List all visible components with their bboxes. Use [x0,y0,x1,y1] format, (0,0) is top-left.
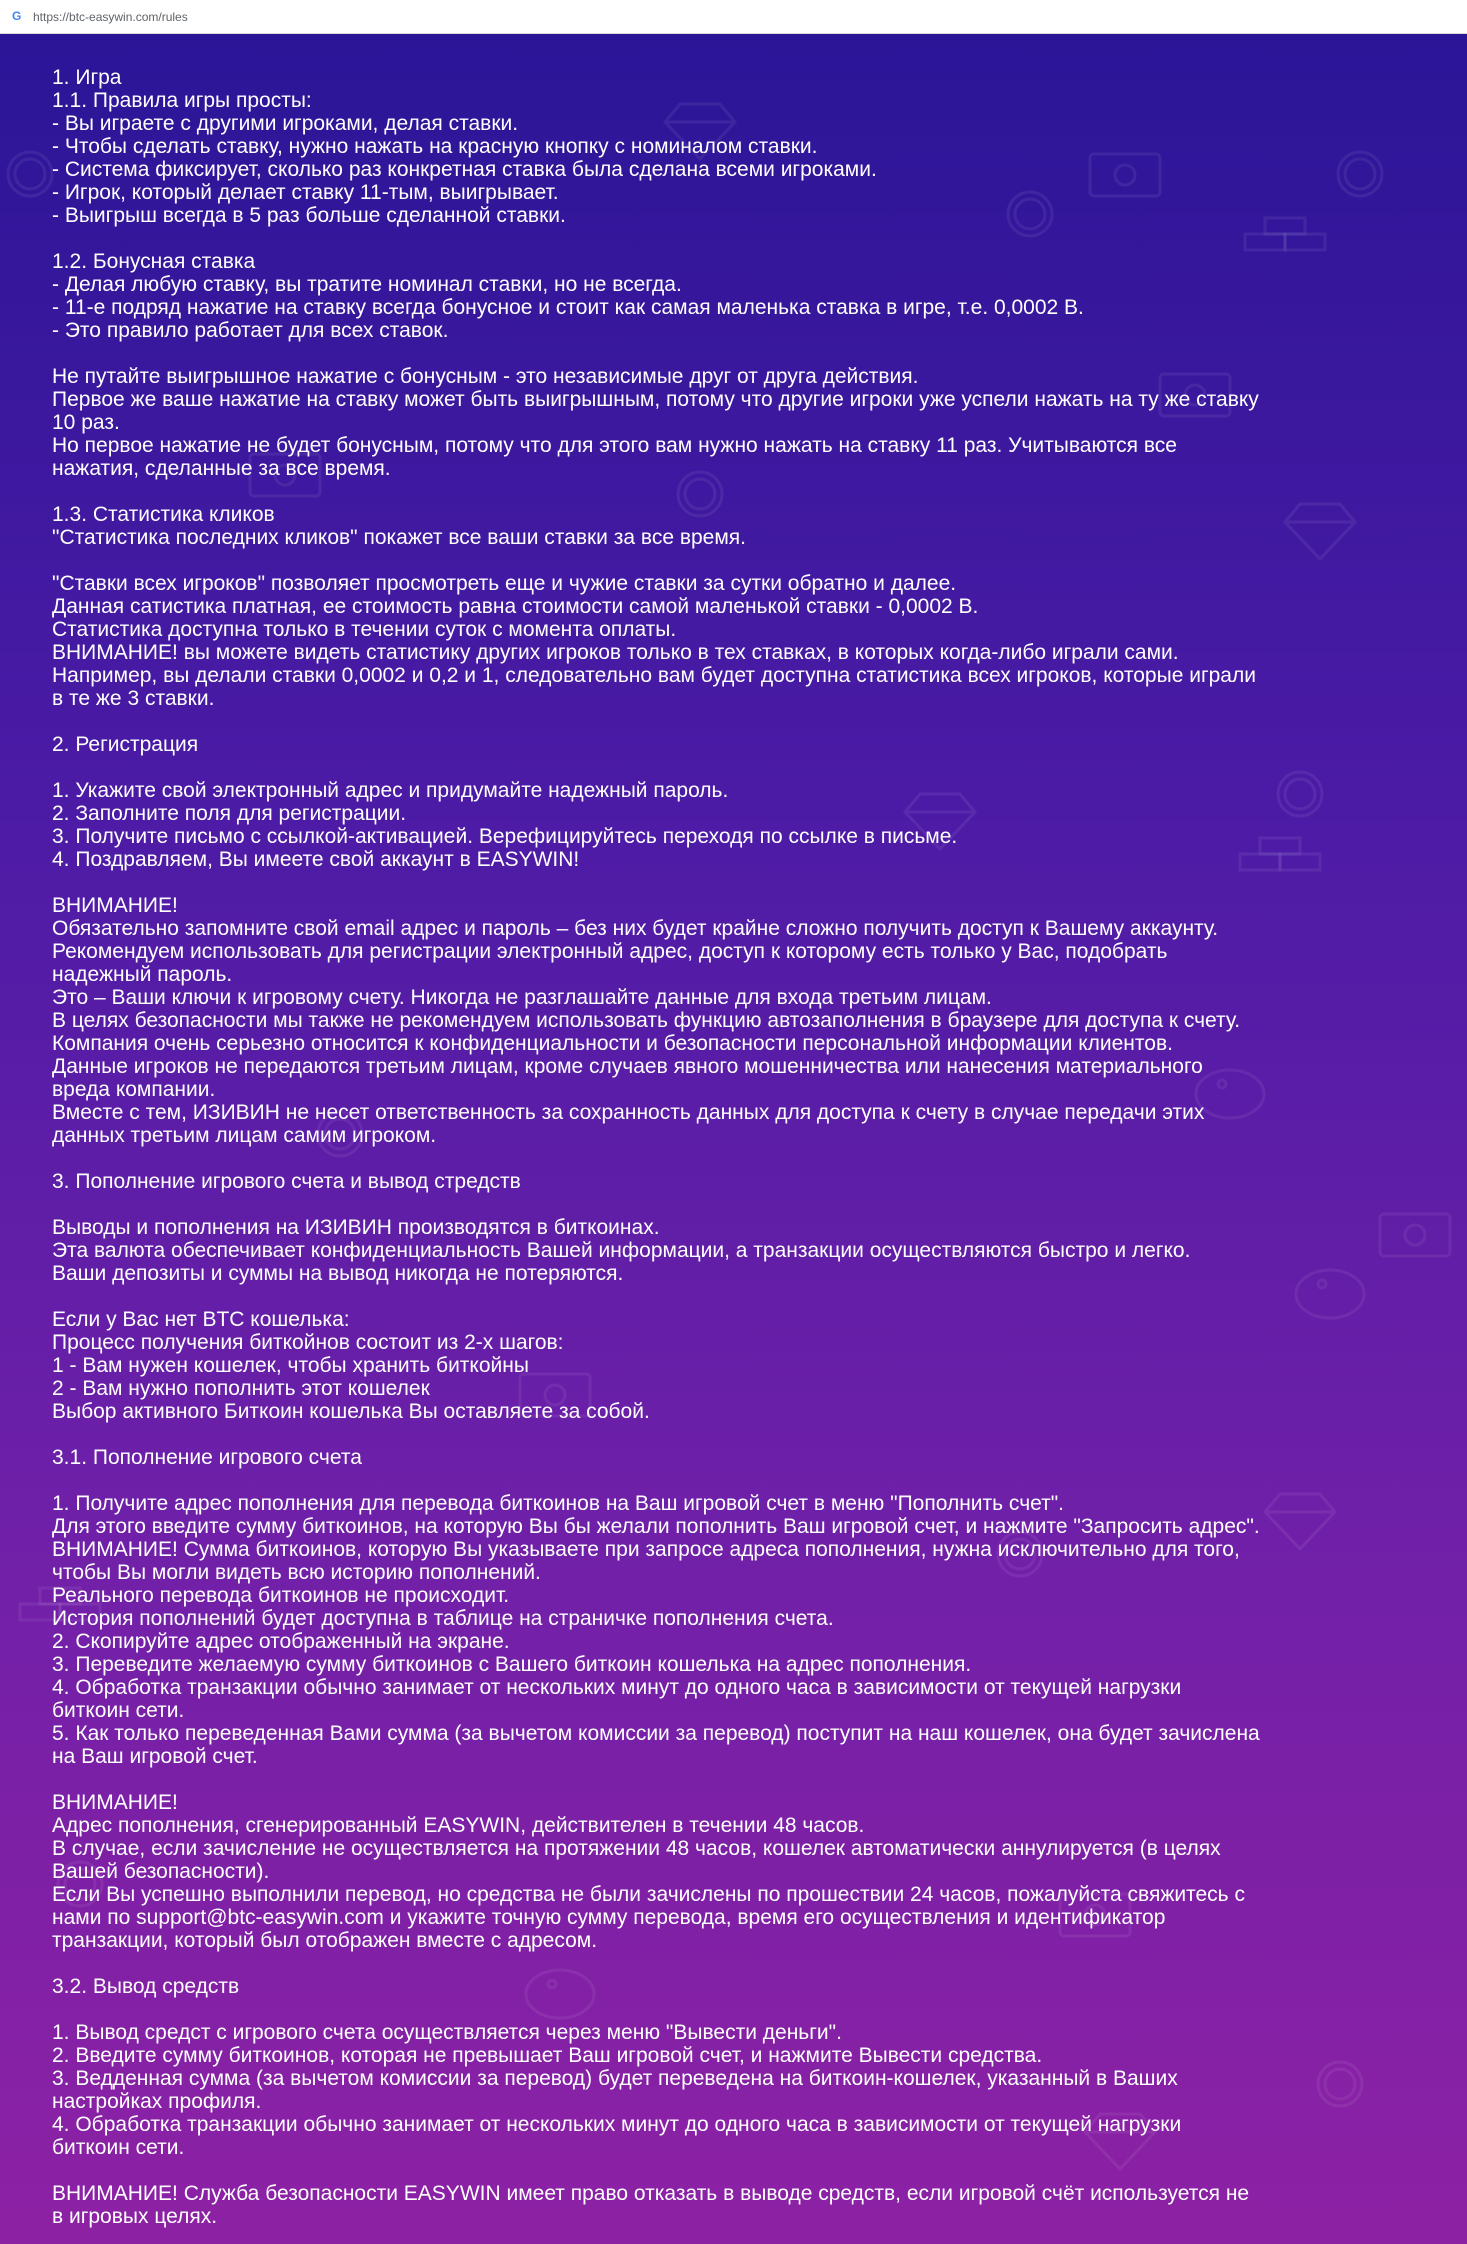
rules-line: ВНИМАНИЕ! [52,894,178,917]
rules-line: транзакции, который был отображен вместе с адресом. [52,1929,598,1952]
paragraph-gap [52,1193,1412,1216]
rules-line: Статистика доступна только в течении суток с момента оплаты. [52,618,677,641]
rules-line: 1.1. Правила игры просты: [52,89,312,112]
rules-line: 1.2. Бонусная ставка [52,250,256,273]
rules-line: ВНИМАНИЕ! Сумма биткоинов, которую Вы указываете при запросе адреса пополнения, нужна исключительно для того, [52,1538,1240,1561]
rules-line: - 11-е подряд нажатие на ставку всегда бонусное и стоит как самая маленька ставка в игре, т.е. 0,0002 В. [52,296,1084,319]
rules-line: Рекомендуем использовать для регистрации электронный адрес, доступ к которому есть только у Вас, подобрать [52,940,1168,963]
rules-line: Компания очень серьезно относится к конфиденциальности и безопасности персональной информации клиентов. [52,1032,1173,1055]
rules-line: Выбор активного Биткоин кошелька Вы оставляете за собой. [52,1400,650,1423]
rules-line: биткоин сети. [52,1699,185,1722]
rules-line: В целях безопасности мы также не рекомендуем использовать функцию автозаполнения в браузере для доступа к счету. [52,1009,1241,1032]
rules-paragraph [52,1975,1412,1998]
paragraph-gap [52,1998,1412,2021]
rules-line: - Система фиксирует, сколько раз конкретная ставка была сделана всеми игроками. [52,158,877,181]
rules-line: Данная сатистика платная, ее стоимость равна стоимости самой маленькой ставки - 0,0002 В. [52,595,979,618]
paragraph-gap [52,1952,1412,1975]
rules-paragraph [52,1791,1412,1952]
rules-line: 1. Укажите свой электронный адрес и придумайте надежный пароль. [52,779,729,802]
paragraph-gap [52,227,1412,250]
rules-line: Адрес пополнения, сгенерированный EASYWIN, действителен в течении 48 часов. [52,1814,865,1837]
rules-line: - Делая любую ставку, вы тратите номинал ставки, но не всегда. [52,273,682,296]
rules-paragraph [52,250,1412,342]
rules-line: 3. Ведденная сумма (за вычетом комиссии за перевод) будет переведена на биткоин-кошелек, указанный в Ваших [52,2067,1178,2090]
rules-line: 1. Вывод средст с игрового счета осуществляется через меню "Вывести деньги". [52,2021,842,2044]
rules-line: "Ставки всех игроков" позволяет просмотреть еще и чужие ставки за сутки обратно и далее. [52,572,957,595]
rules-line: данных третьим лицам самим игроком. [52,1124,437,1147]
google-favicon-icon: G [12,9,22,23]
rules-line: в игровых целях. [52,2205,218,2228]
rules-paragraph [52,733,1412,756]
rules-line: Но первое нажатие не будет бонусным, потому что для этого вам нужно нажать на ставку 11 раз. Учитываются все [52,434,1177,457]
rules-line: надежный пароль. [52,963,233,986]
paragraph-gap [52,1147,1412,1170]
rules-line: чтобы Вы могли видеть всю историю пополнений. [52,1561,541,1584]
rules-line: Вместе с тем, ИЗИВИН не несет ответственность за сохранность данных для доступа к счету в случае передачи этих [52,1101,1205,1124]
paragraph-gap [52,549,1412,572]
rules-line: 2. Регистрация [52,733,199,756]
rules-line: 10 раз. [52,411,120,434]
rules-line: 2. Скопируйте адрес отображенный на экране. [52,1630,510,1653]
paragraph-gap [52,2159,1412,2182]
rules-paragraph [52,365,1412,480]
rules-line: Если Вы успешно выполнили перевод, но средства не были зачислены по прошествии 24 часов, пожалуйста свяжитесь с [52,1883,1245,1906]
rules-line: Выводы и пополнения на ИЗИВИН производятся в биткоинах. [52,1216,660,1239]
rules-paragraph [52,1492,1412,1768]
rules-line: биткоин сети. [52,2136,185,2159]
rules-line: ВНИМАНИЕ! вы можете видеть статистику других игроков только в тех ставках, в которых когда-либо играли сами. [52,641,1179,664]
rules-line: нами по support@btc-easywin.com и укажите точную сумму перевода, время его осуществления и идентификатор [52,1906,1166,1929]
paragraph-gap [52,756,1412,779]
rules-line: Вашей безопасности). [52,1860,270,1883]
rules-line: Не путайте выигрышное нажатие с бонусным - это независимые друг от друга действия. [52,365,919,388]
rules-line: Для этого введите сумму биткоинов, на которую Вы бы желали пополнить Ваш игровой счет, и нажмите "Запросить адрес". [52,1515,1260,1538]
rules-line: 3.1. Пополнение игрового счета [52,1446,362,1469]
rules-line: Например, вы делали ставки 0,0002 и 0,2 и 1, следовательно вам будет доступна статистика всех игроков, которые играли [52,664,1256,687]
rules-line: ВНИМАНИЕ! Служба безопасности EASYWIN имеет право отказать в выводе средств, если игровой счёт используется не [52,2182,1250,2205]
rules-line: - Вы играете с другими игроками, делая ставки. [52,112,519,135]
rules-line: 4. Обработка транзакции обычно занимает от нескольких минут до одного часа в зависимости от текущей нагрузки [52,1676,1182,1699]
rules-line: Это – Ваши ключи к игровому счету. Никогда не разглашайте данные для входа третьим лицам. [52,986,992,1009]
paragraph-gap [52,342,1412,365]
url-text[interactable]: https://btc-easywin.com/rules [33,9,188,24]
rules-paragraph [52,1216,1412,1285]
rules-paragraph [52,894,1412,1147]
coin-icon [8,152,52,196]
rules-line: 3. Получите письмо с ссылкой-активацией. Верефицируйтесь переходя по ссылке в письме. [52,825,958,848]
rules-line: 1.3. Статистика кликов [52,503,275,526]
rules-line: 2. Заполните поля для регистрации. [52,802,407,825]
rules-line: В случае, если зачисление не осуществляется на протяжении 48 часов, кошелек автоматически аннулируется (в целях [52,1837,1221,1860]
paragraph-gap [52,480,1412,503]
paragraph-gap [52,1423,1412,1446]
rules-line: 3. Пополнение игрового счета и вывод стредств [52,1170,521,1193]
rules-line: Ваши депозиты и суммы на вывод никогда не потеряются. [52,1262,624,1285]
rules-line: Процесс получения биткойнов состоит из 2-х шагов: [52,1331,564,1354]
rules-line: настройках профиля. [52,2090,262,2113]
rules-line: нажатия, сделанные за все время. [52,457,391,480]
rules-line: 4. Обработка транзакции обычно занимает от нескольких минут до одного часа в зависимости от текущей нагрузки [52,2113,1182,2136]
rules-paragraph [52,572,1412,710]
rules-paragraph [52,66,1412,227]
rules-line: 3.2. Вывод средств [52,1975,240,1998]
rules-line: "Статистика последних кликов" покажет все ваши ставки за все время. [52,526,746,549]
paragraph-gap [52,1285,1412,1308]
rules-page [0,34,1467,2244]
rules-line: - Игрок, который делает ставку 11-тым, выигрывает. [52,181,559,204]
paragraph-gap [52,1768,1412,1791]
rules-text [52,66,1412,2228]
paragraph-gap [52,871,1412,894]
paragraph-gap [52,710,1412,733]
rules-paragraph [52,1170,1412,1193]
rules-line: 5. Как только переведенная Вами сумма (за вычетом комиссии за перевод) поступит на наш кошелек, она будет зачислена [52,1722,1260,1745]
browser-address-bar[interactable] [0,0,1467,34]
rules-paragraph [52,1446,1412,1469]
rules-line: вреда компании. [52,1078,216,1101]
rules-paragraph [52,779,1412,871]
rules-line: на Ваш игровой счет. [52,1745,258,1768]
rules-line: Первое же ваше нажатие на ставку может быть выигрышным, потому что другие игроки уже успели нажать на ту же ставку [52,388,1259,411]
rules-line: Данные игроков не передаются третьим лицам, кроме случаев явного мошенничества или нанесения материального [52,1055,1203,1078]
rules-line: 1 - Вам нужен кошелек, чтобы хранить биткойны [52,1354,529,1377]
rules-line: 4. Поздравляем, Вы имеете свой аккаунт в EASYWIN! [52,848,580,871]
rules-line: - Чтобы сделать ставку, нужно нажать на красную кнопку с номиналом ставки. [52,135,818,158]
rules-line: 3. Переведите желаемую сумму биткоинов с Вашего биткоин кошелька на адрес пополнения. [52,1653,972,1676]
rules-line: 2. Введите сумму биткоинов, которая не превышает Ваш игровой счет, и нажмите Вывести средства. [52,2044,1043,2067]
rules-paragraph [52,2021,1412,2159]
rules-line: - Это правило работает для всех ставок. [52,319,449,342]
rules-line: 1. Игра [52,66,122,89]
rules-line: Если у Вас нет BTC кошелька: [52,1308,350,1331]
rules-paragraph [52,2182,1412,2228]
rules-paragraph [52,503,1412,549]
rules-line: История пополнений будет доступна в таблице на страничке пополнения счета. [52,1607,834,1630]
rules-line: Эта валюта обеспечивает конфиденциальность Вашей информации, а транзакции осуществляются быстро и легко. [52,1239,1191,1262]
rules-line: Обязательно запомните свой email адрес и пароль – без них будет крайне сложно получить доступ к Вашему аккаунту. [52,917,1219,940]
rules-line: - Выигрыш всегда в 5 раз больше сделанной ставки. [52,204,566,227]
paragraph-gap [52,1469,1412,1492]
rules-paragraph [52,1308,1412,1423]
rules-line: 2 - Вам нужно пополнить этот кошелек [52,1377,430,1400]
rules-line: ВНИМАНИЕ! [52,1791,178,1814]
rules-line: Реального перевода биткоинов не происходит. [52,1584,510,1607]
rules-line: в те же 3 ставки. [52,687,215,710]
rules-line: 1. Получите адрес пополнения для перевода биткоинов на Ваш игровой счет в меню "Пополнить счет". [52,1492,1065,1515]
